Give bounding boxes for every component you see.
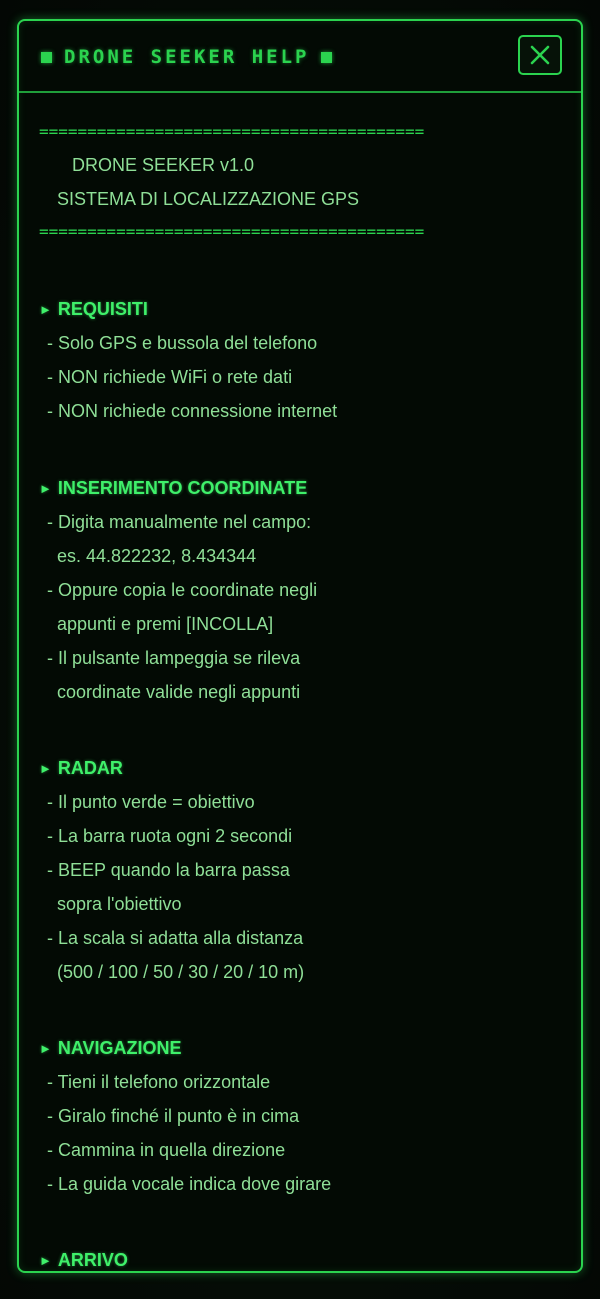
section-title: ARRIVO (57, 1250, 128, 1270)
list-item: - La guida vocale indica dove girare (47, 1174, 332, 1194)
app-name: DRONE SEEKER v1.0 (72, 155, 255, 175)
dialog-header (19, 21, 581, 93)
section-title: NAVIGAZIONE (57, 1038, 182, 1058)
close-icon (530, 45, 550, 65)
arrow-right-icon: ► (39, 302, 52, 317)
dialog-title: DRONE SEEKER HELP (64, 46, 310, 68)
arrow-right-icon: ► (39, 1041, 52, 1056)
section-heading-radar (39, 755, 123, 781)
list-item-continuation: es. 44.822232, 8.434344 (57, 546, 257, 566)
square-icon (321, 52, 332, 63)
section-title: RADAR (57, 758, 123, 778)
section-title: INSERIMENTO COORDINATE (57, 478, 308, 498)
list-item: - Cammina in quella direzione (47, 1140, 286, 1160)
section-heading-arrivo (39, 1247, 128, 1271)
arrow-right-icon: ► (39, 481, 52, 496)
list-item: - Il pulsante lampeggia se rileva (47, 648, 301, 668)
help-content[interactable] (19, 93, 581, 1271)
app-subtitle: SISTEMA DI LOCALIZZAZIONE GPS (57, 189, 360, 209)
help-dialog (17, 19, 583, 1273)
list-item: - La scala si adatta alla distanza (47, 928, 304, 948)
list-item: - La barra ruota ogni 2 secondi (47, 826, 293, 846)
list-item: - BEEP quando la barra passa (47, 860, 290, 880)
square-icon (41, 52, 52, 63)
list-item-continuation: sopra l'obiettivo (57, 894, 182, 914)
arrow-right-icon: ► (39, 1253, 52, 1268)
list-item-continuation: (500 / 100 / 50 / 30 / 20 / 10 m) (57, 962, 305, 982)
divider-bottom: ======================================== (39, 222, 425, 241)
divider-top: ======================================== (39, 122, 425, 141)
list-item-continuation: coordinate valide negli appunti (57, 682, 301, 702)
list-item: - Digita manualmente nel campo: (47, 512, 312, 532)
list-item: - Giralo finché il punto è in cima (47, 1106, 300, 1126)
list-item: - Tieni il telefono orizzontale (47, 1072, 271, 1092)
list-item: - NON richiede WiFi o rete dati (47, 367, 293, 387)
list-item: - NON richiede connessione internet (47, 401, 338, 421)
list-item-continuation: appunti e premi [INCOLLA] (57, 614, 274, 634)
section-heading-requisiti (39, 296, 148, 322)
section-heading-navigazione (39, 1035, 182, 1061)
list-item: - Solo GPS e bussola del telefono (47, 333, 318, 353)
dialog-title-group (41, 43, 332, 71)
list-item: - Oppure copia le coordinate negli (47, 580, 318, 600)
list-item: - Il punto verde = obiettivo (47, 792, 255, 812)
arrow-right-icon: ► (39, 761, 52, 776)
section-heading-inserimento (39, 475, 307, 501)
section-title: REQUISITI (57, 299, 148, 319)
close-button[interactable] (518, 35, 562, 75)
